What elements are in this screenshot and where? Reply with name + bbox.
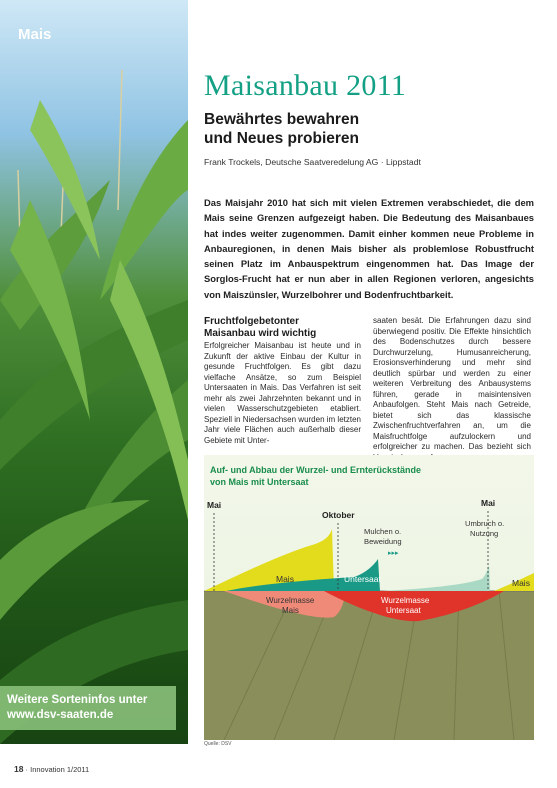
corn-field-photo	[0, 0, 188, 744]
figure-title-line-1: Auf- und Abbau der Wurzel- und Ernterückstände	[210, 465, 422, 475]
label-wurzelmasse-untersaat-2: Untersaat	[386, 606, 421, 615]
untersaat-regrowth-area	[380, 565, 490, 591]
label-untersaat: Untersaat	[344, 574, 381, 584]
subheadline-line-2: und Neues probieren	[204, 130, 360, 147]
figure	[204, 455, 534, 740]
figure-title-line-2: von Mais mit Untersaat	[210, 477, 309, 487]
info-box	[0, 686, 176, 730]
corn-leaves-illustration	[0, 0, 188, 744]
label-oktober: Oktober	[322, 510, 355, 520]
label-wurzelmasse-mais-1: Wurzelmasse	[266, 596, 315, 605]
section-heading-line-1: Fruchtfolgebetonter	[204, 316, 299, 327]
label-mulchen-1: Mulchen o.	[364, 527, 402, 536]
lead-paragraph: Das Maisjahr 2010 hat sich mit vielen Extremen verabschiedet, die dem Mais seine Grenzen aufgezeigt haben. Die Bedeutung des Maisanbaues hat indes weiter zugenommen. Damit einher kommen neue Probleme in Anbauregionen, in denen Mais bisher als problemlose Robustfrucht seinen Platz im Anbauspektrum eingenommen hat. Das Image der Sorglos-Frucht hat er nun aber in allen Regionen verloren, angesichts von Maiszünsler, Wurzelbohrer und Bodenfruchtbarkeit.	[204, 197, 534, 300]
label-mais-right: Mais	[512, 578, 530, 588]
page-footer	[14, 764, 89, 774]
subheadline-line-1: Bewährtes bewahren	[204, 111, 360, 128]
field-background	[204, 591, 534, 740]
info-link[interactable]: www.dsv-saaten.de	[7, 709, 114, 721]
info-line-1: Weitere Sorteninfos unter	[7, 694, 148, 706]
label-wurzelmasse-mais-2: Mais	[282, 606, 299, 615]
label-umbruch-1: Umbruch o.	[465, 519, 505, 528]
body-column-1: Erfolgreicher Maisanbau ist heute und in Zukunft der aktive Einbau der Kultur in gesunde Fruchtfolgen. Es gibt dazu vielfache Ansätze, so zum Beispiel Untersaaten in Mais. Das Verfahren ist seit mehr als zwei Jahrzehnten bekannt und in vielen Wasserschutzgebieten etabliert. Speziell in Niedersachsen wurden im letzten Jahr viele Flächen auch außerhalb dieser Gebiete mit Unter-	[204, 341, 361, 445]
arrow-glyphs: ▸▸▸	[388, 550, 399, 557]
subheadline	[204, 110, 534, 148]
headline: Maisanbau 2011	[204, 69, 407, 102]
label-umbruch-2: Nutzung	[470, 529, 499, 538]
label-mai-left: Mai	[207, 500, 222, 510]
figure-credit: Quelle: DSV	[204, 741, 232, 747]
publication-name: · Innovation 1/2011	[23, 765, 90, 774]
section-heading	[204, 316, 364, 339]
label-mai-right: Mai	[481, 498, 496, 508]
figure-diagram	[204, 455, 534, 740]
section-heading-line-2: Maisanbau wird wichtig	[204, 327, 317, 339]
page-number: 18	[14, 764, 24, 774]
author-line: Frank Trockels, Deutsche Saatveredelung AG · Lippstadt	[204, 157, 421, 167]
label-mulchen-2: Beweidung	[364, 537, 402, 546]
label-wurzelmasse-untersaat-1: Wurzelmasse	[381, 596, 430, 605]
section-tag: Mais	[18, 26, 52, 43]
label-mais: Mais	[276, 574, 294, 584]
body-column-2: saaten besät. Die Erfahrungen dazu sind überwiegend positiv. Die Effekte hinsichtlich des Bodenschutzes durch bessere Durchwurzelung, Humusanreicherung, Erosionsverhinderung und mehr sind deutlich spürbar und werden zu einer weiteren Verbreitung des Anbausystems führen, gerade in maisintensiven Anbaufolgen. Steht Mais nach Getreide, bietet sich das klassische Zwischenfruchtverfahren an, um die Maisfruchtfolge aufzulockern und erfolgreicher zu machen. Das bezieht sich	[373, 316, 531, 451]
